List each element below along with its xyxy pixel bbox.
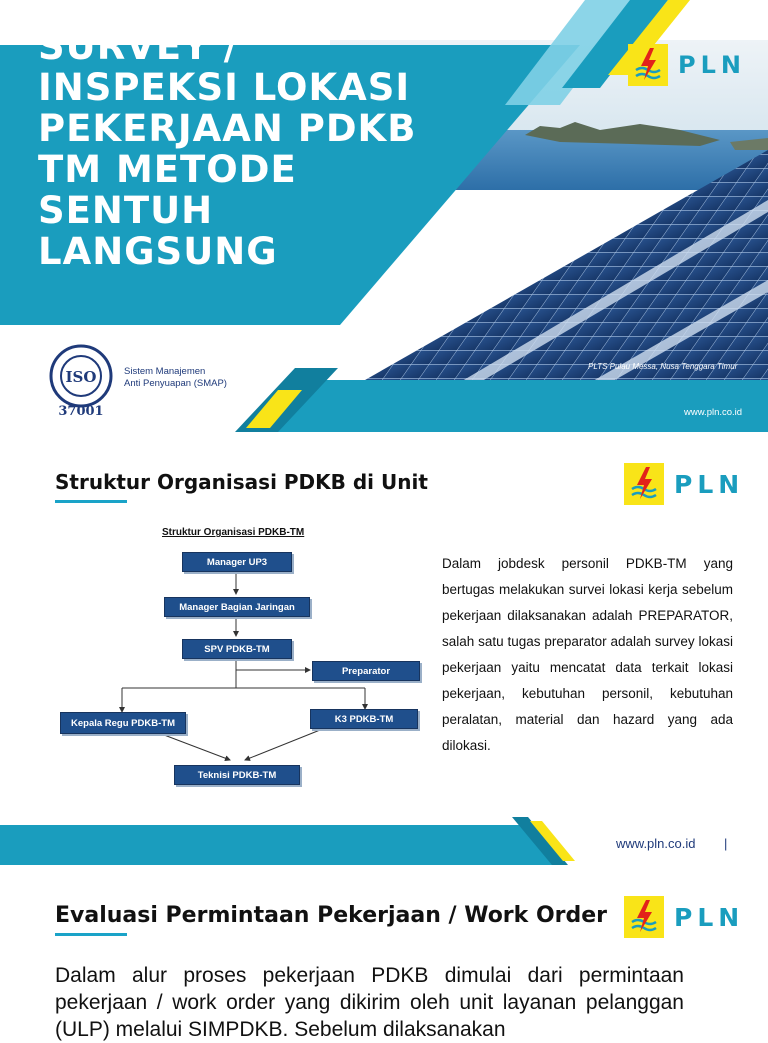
org-node-spv: SPV PDKB-TM bbox=[182, 639, 292, 659]
slide-heading: Evaluasi Permintaan Pekerjaan / Work Order bbox=[55, 903, 608, 928]
slide-heading-block bbox=[55, 470, 428, 503]
slide-heading: Struktur Organisasi PDKB di Unit bbox=[55, 470, 428, 494]
heading-underline bbox=[55, 500, 127, 503]
org-node-preparator: Preparator bbox=[312, 661, 420, 681]
pln-lightning-icon bbox=[624, 463, 664, 505]
iso-number: 37001 bbox=[58, 404, 104, 419]
title-line: PEKERJAAN PDKB bbox=[38, 107, 417, 150]
pln-logo bbox=[624, 896, 744, 938]
title-line: TM METODE bbox=[38, 148, 297, 191]
smap-label bbox=[124, 366, 227, 390]
pln-lightning-icon bbox=[624, 896, 664, 938]
org-structure-slide bbox=[0, 432, 768, 865]
work-order-description: Dalam alur proses pekerjaan PDKB dimulai dari permintaan pekerjaan / work order yang dikirim oleh unit layanan pelanggan (ULP) melalui SIMPDKB. Sebelum dilaksanakan bbox=[55, 964, 684, 1041]
title-line: SENTUH bbox=[38, 189, 214, 232]
work-order-slide bbox=[0, 865, 768, 1041]
website-link[interactable]: www.pln.co.id bbox=[684, 407, 743, 418]
org-node-k3: K3 PDKB-TM bbox=[310, 709, 418, 729]
heading-underline bbox=[55, 933, 127, 936]
pln-wordmark: PLN bbox=[678, 51, 746, 79]
org-node-teknisi: Teknisi PDKB-TM bbox=[174, 765, 300, 785]
slide-title bbox=[38, 26, 458, 272]
org-node-manager-jaringan: Manager Bagian Jaringan bbox=[164, 597, 310, 617]
footer-separator: | bbox=[724, 836, 728, 851]
pln-wordmark: PLN bbox=[674, 469, 745, 499]
org-node-manager-up3: Manager UP3 bbox=[182, 552, 292, 572]
slide-heading-block bbox=[55, 903, 607, 936]
org-chart-title: Struktur Organisasi PDKB-TM bbox=[162, 527, 305, 538]
title-slide bbox=[0, 0, 768, 432]
smap-line: Sistem Manajemen bbox=[124, 366, 206, 377]
preparator-description: Dalam jobdesk personil PDKB-TM yang bertugas melakukan survei lokasi kerja sebelum pekerjaan dilaksanakan adalah PREPARATOR, salah satu tugas preparator adalah survey lokasi pekerjaan yaitu mencatat data terkait lokasi pekerjaan, kebutuhan personil, kebutuhan peralatan, material dan hazard yang ada dilokasi. bbox=[442, 556, 733, 753]
org-chart bbox=[40, 522, 440, 792]
pln-wordmark: PLN bbox=[674, 902, 745, 932]
pln-logo bbox=[624, 463, 744, 505]
iso-label: ISO bbox=[65, 368, 97, 386]
pln-lightning-icon bbox=[628, 44, 668, 86]
smap-line: Anti Penyuapan (SMAP) bbox=[124, 378, 227, 389]
org-node-kepala-regu: Kepala Regu PDKB-TM bbox=[60, 712, 186, 734]
title-line: LANGSUNG bbox=[38, 230, 278, 273]
iso-37001-seal-icon bbox=[42, 340, 120, 420]
photo-caption: PLTS Pulau Messa, Nusa Tenggara Timur bbox=[588, 362, 738, 371]
pln-logo bbox=[628, 44, 746, 86]
footer-website-link[interactable]: www.pln.co.id bbox=[616, 836, 696, 851]
title-line: INSPEKSI LOKASI bbox=[38, 66, 411, 109]
title-line: SURVEY / bbox=[38, 25, 239, 68]
